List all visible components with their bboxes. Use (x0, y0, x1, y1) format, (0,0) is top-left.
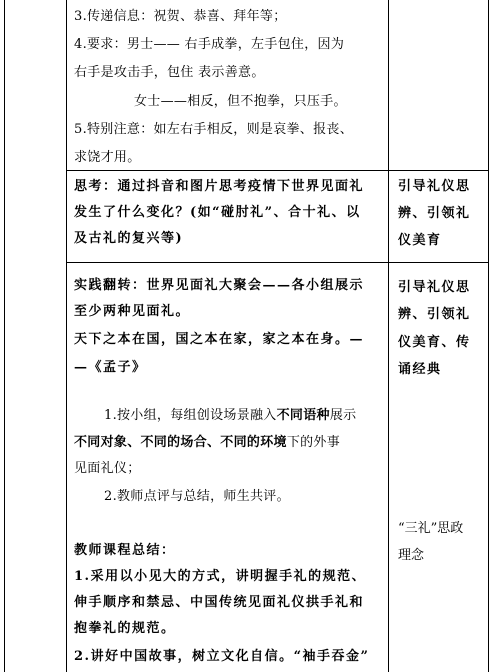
task-line (104, 405, 356, 427)
task-line: 见面礼仪； (74, 461, 141, 476)
content-line: 女士——相反，但不抱拳，只压手。 (134, 94, 347, 109)
side-note-line: “三礼”思政 (398, 521, 464, 536)
side-note-line: 诵经典 (398, 362, 442, 377)
side-note-line: 引导礼仪思 (398, 179, 471, 194)
content-line: 求饶才用。 (74, 150, 141, 165)
side-note-line: 仪美育 (398, 233, 442, 248)
summary-line: 伸手顺序和禁忌、中国传统见面礼仪拱手礼和 (74, 595, 365, 610)
task-text: 展示 (329, 408, 357, 423)
row-divider-1 (66, 170, 489, 171)
task-emphasis: 不同对象、不同的场合、不同的环境 (74, 435, 287, 450)
content-line: 3.传递信息：祝贺、恭喜、拜年等； (74, 9, 287, 24)
summary-line: 2.讲好中国故事，树立文化自信。“袖手吞金” (74, 649, 370, 664)
summary-line: 教师课程总结： (74, 543, 176, 558)
task-text: 下的外事 (286, 435, 341, 450)
task-line: 2.教师点评与总结，师生共评。 (104, 489, 290, 504)
side-note-line: 理念 (398, 548, 425, 563)
row-divider-2 (66, 262, 489, 263)
task-text: 1.按小组，每组创设场景融入 (104, 408, 277, 423)
summary-line: 抱拳礼的规范。 (74, 621, 176, 636)
table-border-right (488, 0, 489, 672)
content-line: 右手是攻击手，包住 表示善意。 (74, 65, 265, 80)
content-line: 4.要求：男士—— 右手成拳，左手包住，因为 (74, 37, 345, 52)
content-line: 5.特别注意：如左右手相反，则是哀拳、报丧、 (74, 122, 354, 137)
table-border-left (4, 0, 5, 672)
think-line: 及古礼的复兴等) (74, 231, 184, 246)
think-line: 思考：通过抖音和图片思考疫情下世界见面礼 (74, 179, 365, 194)
table-divider-2 (388, 0, 389, 672)
side-note-line: 辨、引领礼 (398, 206, 471, 221)
think-line: 发生了什么变化？(如“碰肘礼”、合十礼、以 (74, 205, 361, 220)
practice-line: —《孟子》 (74, 360, 147, 375)
side-note-line: 辨、引领礼 (398, 307, 471, 322)
practice-line: 至少两种见面礼。 (74, 304, 191, 319)
side-note-line: 仪美育、传 (398, 335, 471, 350)
table-divider-1 (66, 0, 67, 672)
summary-line: 1.采用以小见大的方式，讲明握手礼的规范、 (74, 569, 367, 584)
practice-line: 天下之本在国，国之本在家，家之本在身。— (74, 332, 365, 347)
side-note-line: 引导礼仪思 (398, 280, 471, 295)
task-line (74, 432, 340, 454)
task-emphasis: 不同语种 (276, 408, 330, 423)
practice-line: 实践翻转：世界见面礼大聚会——各小组展示 (74, 278, 365, 293)
